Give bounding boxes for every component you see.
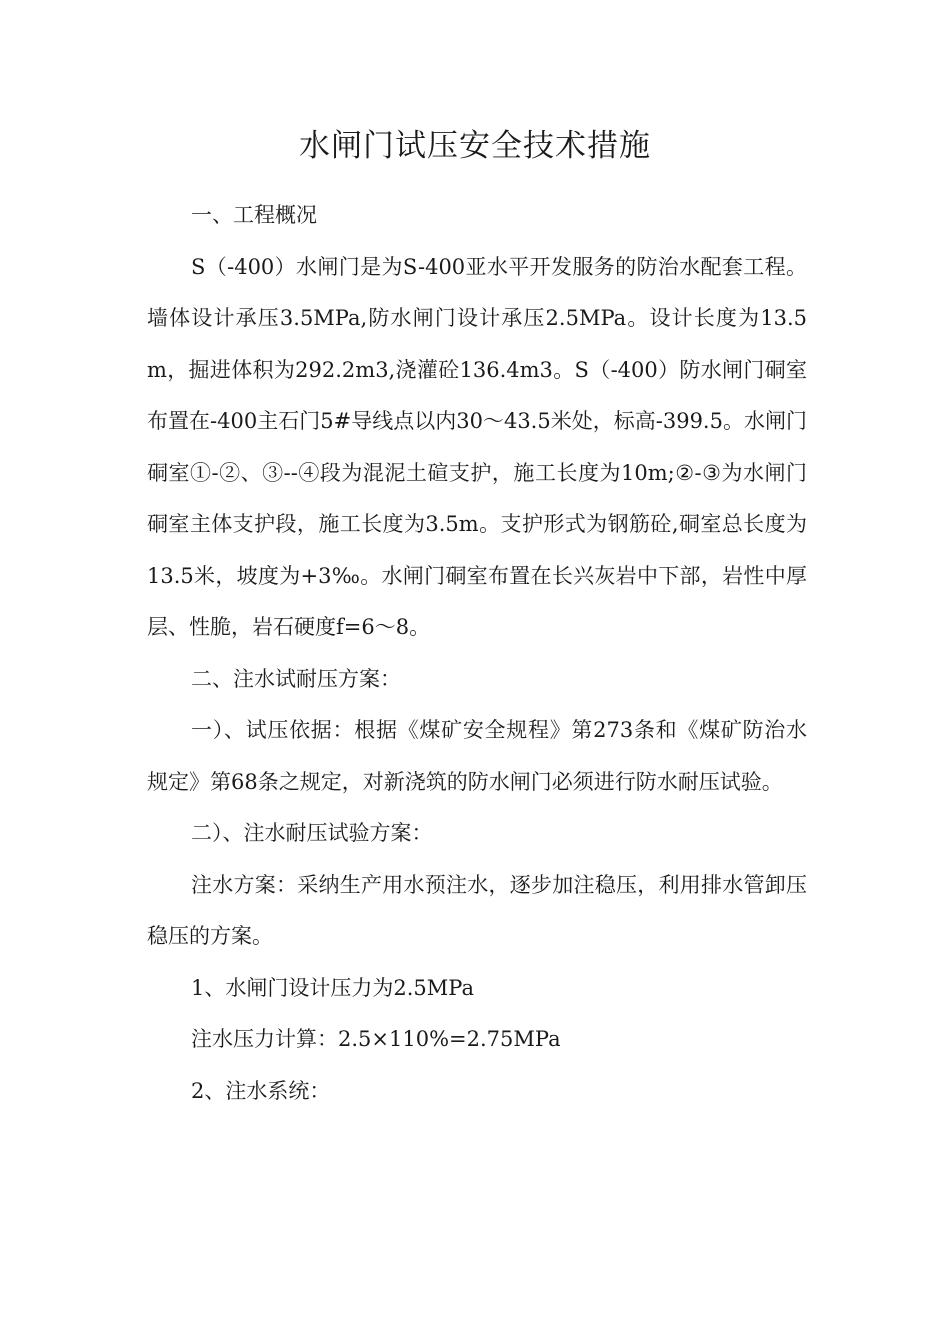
paragraph-injection-plan: 注水方案：采纳生产用水预注水，逐步加注稳压，利用排水管卸压稳压的方案。 <box>147 872 807 948</box>
paragraph-basis: 一）、试压依据：根据《煤矿安全规程》第273条和《煤矿防治水规定》第68条之规定，对新浇筑的防水闸门必须进行防水耐压试验。 <box>147 718 807 794</box>
item-injection-system: 2、注水系统： <box>191 1078 331 1103</box>
document-title: 水闸门试压安全技术措施 <box>299 128 651 164</box>
section-heading-pressure-plan: 二、注水试耐压方案： <box>191 666 401 691</box>
document-body <box>147 190 807 1117</box>
paragraph-overview: S（-400）水闸门是为S-400亚水平开发服务的防治水配套工程。墙体设计承压3.5MPa,防水闸门设计承压2.5MPa。设计长度为13.5m，掘进体积为292.2m3,浇灌砼136.4m3。S（-400）防水闸门硐室布置在-400主石门5#导线点以内30～43.5米处，标高-399.5。水闸门硐室①-②、③--④段为混泥土碹支护，施工长度为10m;②-③为水闸门硐室主体支护段，施工长度为3.5m。支护形式为钢筋砼,硐室总长度为13.5米，坡度为+3‰。水闸门硐室布置在长兴灰岩中下部，岩性中厚层、性脆，岩石硬度f=6～8。 <box>147 254 807 639</box>
item-design-pressure: 1、水闸门设计压力为2.5MPa <box>191 975 474 1000</box>
item-pressure-calculation: 注水压力计算：2.5×110%=2.75MPa <box>191 1027 561 1051</box>
section-heading-overview: 一、工程概况 <box>191 203 317 227</box>
subheading-test-plan: 二）、注水耐压试验方案： <box>191 821 433 845</box>
